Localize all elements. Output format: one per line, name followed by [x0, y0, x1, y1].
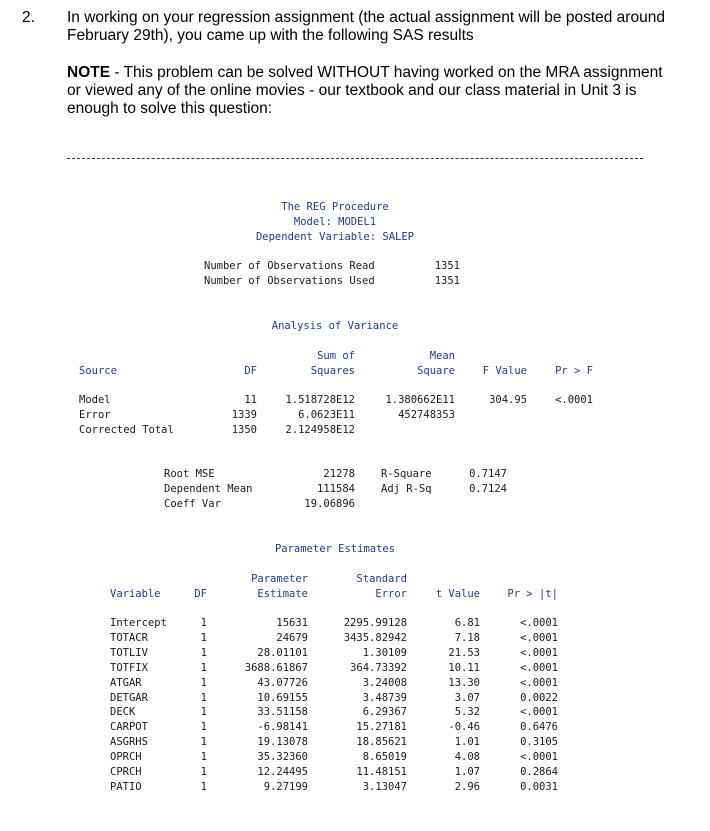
params-se-header-1: Standard [356, 573, 407, 585]
params-row [0, 692, 710, 707]
anova-p-header: Pr > F [555, 365, 593, 377]
params-title: Parameter Estimates [274, 543, 396, 555]
param-se: 8.65019 [362, 751, 407, 764]
param-se: 3435.82942 [343, 631, 407, 644]
note-label: NOTE [67, 64, 111, 81]
params-row [0, 677, 710, 692]
anova-ss-header-2: Squares [310, 365, 355, 377]
model-name: Model: MODEL1 [293, 216, 377, 228]
anova-df: 1339 [231, 409, 257, 421]
param-df: 1 [200, 661, 207, 674]
fit-value: 111584 [317, 483, 355, 495]
fit-value-2: 0.7147 [469, 468, 507, 480]
param-t: 21.53 [448, 646, 480, 659]
params-variable-header: Variable [110, 588, 161, 600]
obs-row-used [0, 275, 710, 290]
param-p: 0.0022 [520, 691, 558, 704]
param-t: 4.08 [454, 751, 480, 764]
fit-value-2: 0.7124 [469, 483, 507, 495]
params-row [0, 721, 710, 736]
param-se: 3.24008 [362, 676, 407, 689]
anova-ss-header-1: Sum of [317, 350, 355, 362]
param-df: 1 [200, 646, 207, 659]
anova-ms: 452748353 [398, 409, 455, 421]
param-se: 15.27181 [356, 721, 407, 734]
param-df: 1 [200, 721, 207, 734]
anova-ms: 1.380662E11 [385, 394, 455, 406]
param-p: 0.6476 [520, 721, 558, 734]
dependent-variable: Dependent Variable: SALEP [255, 231, 415, 243]
param-t: 1.01 [454, 736, 480, 749]
param-p: <.0001 [520, 706, 558, 719]
param-df: 1 [200, 736, 207, 749]
params-row [0, 617, 710, 632]
param-p: 0.2864 [520, 766, 558, 778]
param-se: 364.73392 [350, 661, 407, 674]
params-row [0, 766, 710, 781]
param-t: 1.07 [454, 766, 480, 778]
anova-p: <.0001 [555, 394, 593, 406]
anova-row [0, 424, 710, 439]
param-estimate: 15631 [276, 617, 308, 629]
fit-row [0, 498, 710, 513]
question-number: 2. [22, 9, 35, 26]
anova-row [0, 409, 710, 424]
anova-ss: 6.0623E11 [298, 409, 355, 421]
param-df: 1 [200, 676, 207, 689]
note-paragraph [67, 64, 667, 118]
fit-label: Coeff Var [164, 498, 221, 510]
obs-value: 1351 [434, 260, 460, 272]
param-se: 6.29367 [362, 706, 407, 719]
param-t: 6.81 [454, 617, 480, 629]
param-df: 1 [200, 617, 207, 629]
param-estimate: 9.27199 [263, 780, 308, 793]
fit-label-2: Adj R-Sq [381, 483, 432, 495]
param-se: 18.85621 [356, 736, 407, 749]
anova-ss: 2.124958E12 [285, 424, 355, 436]
anova-ss: 1.518728E12 [285, 394, 355, 406]
question-text: In working on your regression assignment (the actual assignment will be posted around February 29th), you came up with the following SAS results [67, 9, 665, 44]
param-estimate: 33.51158 [257, 706, 308, 719]
param-variable: PATIO [110, 780, 142, 793]
param-p: 0.0031 [520, 780, 558, 793]
param-df: 1 [200, 751, 207, 764]
param-variable: CPRCH [110, 766, 142, 778]
param-df: 1 [200, 691, 207, 704]
fit-label-2: R-Square [381, 468, 432, 480]
param-variable: Intercept [110, 617, 167, 629]
param-se: 2295.99128 [343, 617, 407, 629]
anova-df-header: DF [244, 365, 257, 377]
fit-label: Dependent Mean [164, 483, 253, 495]
fit-label: Root MSE [164, 468, 215, 480]
param-estimate: 35.32360 [257, 751, 308, 764]
param-t: -0.46 [448, 721, 480, 734]
param-variable: CARPOT [110, 721, 148, 734]
params-row [0, 781, 710, 796]
params-row [0, 662, 710, 677]
param-se: 3.48739 [362, 691, 407, 704]
param-estimate: 10.69155 [257, 691, 308, 704]
param-df: 1 [200, 706, 207, 719]
param-variable: ASGRHS [110, 736, 148, 749]
param-p: <.0001 [520, 646, 558, 659]
obs-label: Number of Observations Read [204, 260, 375, 272]
anova-title: Analysis of Variance [271, 320, 399, 332]
param-variable: ATGAR [110, 676, 142, 689]
anova-source: Corrected Total [79, 424, 174, 436]
param-t: 2.96 [454, 780, 480, 793]
param-p: <.0001 [520, 751, 558, 764]
param-p: 0.3105 [520, 736, 558, 749]
param-t: 5.32 [454, 706, 480, 719]
param-estimate: 43.07726 [257, 676, 308, 689]
param-estimate: 3688.61867 [244, 661, 308, 674]
param-variable: OPRCH [110, 751, 142, 764]
param-estimate: 24679 [276, 631, 308, 644]
param-t: 10.11 [448, 661, 480, 674]
fit-value: 21278 [323, 468, 355, 480]
param-t: 7.18 [454, 631, 480, 644]
params-row [0, 751, 710, 766]
param-se: 3.13047 [362, 780, 407, 793]
params-row [0, 706, 710, 721]
params-df-header: DF [194, 588, 207, 600]
anova-row [0, 394, 710, 409]
param-estimate: -6.98141 [257, 721, 308, 734]
param-p: <.0001 [520, 617, 558, 629]
params-estimate-header-1: Parameter [251, 573, 308, 585]
fit-row [0, 468, 710, 483]
params-se-header-2: Error [375, 588, 407, 600]
param-p: <.0001 [520, 661, 558, 674]
note-text: - This problem can be solved WITHOUT having worked on the MRA assignment or viewed any of the online movies - our textbook and our class material in Unit 3 is enough to solve this question: [67, 64, 663, 117]
fit-row [0, 483, 710, 498]
param-df: 1 [200, 780, 207, 793]
param-variable: TOTFIX [110, 661, 148, 674]
anova-ms-header-2: Square [417, 365, 455, 377]
anova-ms-header-1: Mean [429, 350, 455, 362]
param-variable: DECK [110, 706, 136, 719]
param-se: 1.30109 [362, 646, 407, 659]
anova-source: Error [79, 409, 111, 421]
params-p-header: Pr > |t| [507, 588, 558, 600]
param-p: <.0001 [520, 676, 558, 689]
param-estimate: 12.24495 [257, 766, 308, 778]
param-estimate: 19.13078 [257, 736, 308, 749]
anova-df: 11 [244, 394, 257, 406]
param-t: 3.07 [454, 691, 480, 704]
param-variable: TOTLIV [110, 646, 148, 659]
params-row [0, 736, 710, 751]
anova-f-header: F Value [482, 365, 527, 377]
params-row [0, 647, 710, 662]
obs-label: Number of Observations Used [204, 275, 375, 287]
param-se: 11.48151 [356, 766, 407, 778]
obs-value: 1351 [434, 275, 460, 287]
anova-source: Model [79, 394, 111, 406]
param-variable: DETGAR [110, 691, 148, 704]
params-row [0, 632, 710, 647]
anova-f: 304.95 [489, 394, 527, 406]
param-df: 1 [200, 766, 207, 778]
proc-title: The REG Procedure [281, 201, 389, 213]
params-t-header: t Value [435, 588, 480, 600]
param-t: 13.30 [448, 676, 480, 689]
param-df: 1 [200, 631, 207, 644]
obs-row-read [0, 260, 710, 275]
params-estimate-header-2: Estimate [257, 588, 308, 600]
anova-df: 1350 [231, 424, 257, 436]
fit-value: 19.06896 [304, 498, 355, 510]
dashed-divider [67, 158, 643, 159]
param-estimate: 28.01101 [257, 646, 308, 659]
anova-source-header: Source [79, 365, 117, 377]
param-p: <.0001 [520, 631, 558, 644]
param-variable: TOTACR [110, 631, 148, 644]
